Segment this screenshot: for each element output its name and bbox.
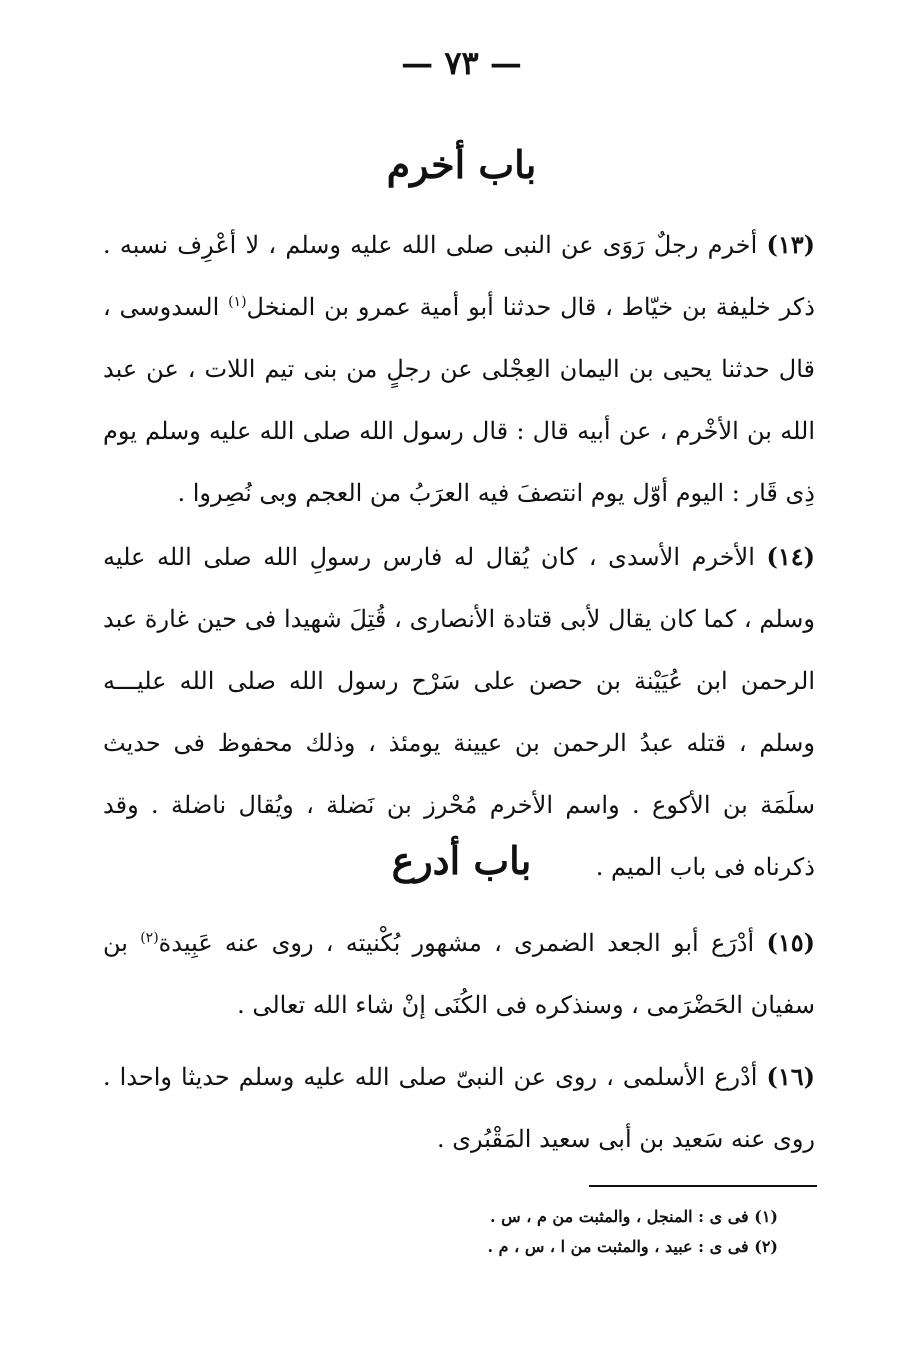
section-title-akhram: باب أخرم <box>386 142 537 187</box>
entry-number: (١٥) <box>766 928 815 957</box>
entry-13 <box>103 214 815 524</box>
section-title-adra: باب أدرع <box>391 838 532 883</box>
entry-16 <box>103 1046 815 1170</box>
footnote-ref: (١) <box>228 294 247 310</box>
entry-text-continued: بن سفيان الحَضْرَمى ، وسنذكره فى الكُنَى إنْ شاء الله تعالى . <box>103 929 815 1019</box>
entry-text: أخرم رجلٌ رَوَى عن النبى صلى الله عليه وسلم ، لا أعْرِف نسبه . ذكر خليفة بن خيّاط ، قال حدثنا أبو أمية عمرو بن المنخل <box>103 231 815 321</box>
footnote-1: (١) فى ى : المنجل ، والمثبت من م ، س . <box>489 1207 778 1226</box>
entry-text-continued: السدوسى ، قال حدثنا يحيى بن اليمان العِجْلى عن رجلٍ من بنى تيم اللات ، عن عبد الله بن الأخْرم ، عن أبيه قال : قال رسول الله صلى الله عليه وسلم يوم ذِى قَار : اليوم أوّل يوم انتصفَ فيه العرَبُ من العجم وبى نُصِروا . <box>103 293 815 507</box>
entry-number: (١٤) <box>766 542 815 571</box>
footnotes <box>138 1202 778 1262</box>
entry-15 <box>103 912 815 1036</box>
entry-number: (١٦) <box>766 1062 815 1091</box>
entry-text: أدْرَع أبو الجعد الضمرى ، مشهور بُكْنيته ، روى عنه عَبِيدة <box>158 929 755 957</box>
footnote-divider <box>589 1185 817 1187</box>
footnote-ref: (٢) <box>140 930 159 946</box>
entry-text: الأخرم الأسدى ، كان يُقال له فارس رسولِ الله صلى الله عليه وسلم ، كما كان يقال لأبى قتادة الأنصارى ، قُتِلَ شهيدا فى حين غارة عبد الرحمن ابن عُيَيْنة بن حصن على سَرْح رسول الله صلى الله عليـــه وسلم ، قتله عبدُ الرحمن بن عيينة يومئذ ، وذلك محفوظ فى حديث سلَمَة بن الأكوع . واسم الأخرم مُحْرز بن نَضلة ، ويُقال ناضلة . وقد ذكرناه فى باب الميم . <box>103 543 815 881</box>
entry-text: أدْرع الأسلمى ، روى عن النبىّ صلى الله عليه وسلم حديثا واحدا . روى عنه سَعيد بن أبى سعيد المَقْبُرى . <box>103 1063 815 1153</box>
entry-number: (١٣) <box>766 230 815 259</box>
footnote-2: (٢) فى ى : عبيد ، والمثبت من ا ، س ، م . <box>487 1237 778 1256</box>
page-number: — ٧٣ — <box>401 44 522 82</box>
